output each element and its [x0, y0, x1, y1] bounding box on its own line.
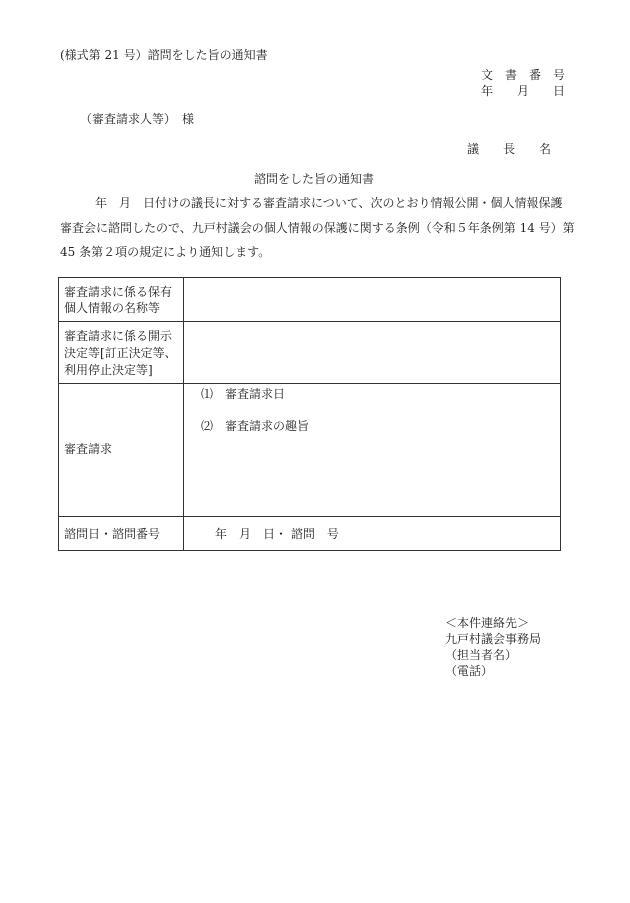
request-table: [58, 277, 561, 551]
form-number: (様式第 21 号）諮問をした旨の通知書: [60, 48, 268, 62]
contact-office: 九戸村議会事務局: [445, 632, 542, 646]
contact-phone: （電話）: [445, 664, 494, 678]
contact-person: （担当者名）: [445, 648, 518, 662]
contact-heading: ＜本件連絡先＞: [445, 616, 530, 630]
table-row: [59, 322, 561, 384]
request-value-cell: [184, 384, 561, 517]
saved-info-value-cell: [184, 278, 561, 322]
inquiry-value: 年 月 日・ 諮問 号: [215, 527, 339, 541]
table-row: [59, 517, 561, 551]
table-label: 諮問日・諮問番号: [64, 527, 161, 541]
table-label: 利用停止決定等]: [64, 363, 153, 377]
date-label: 年 月 日: [481, 84, 566, 98]
table-label: 審査請求: [64, 442, 113, 456]
saved-info-label-cell: [59, 278, 184, 322]
table-row: [59, 384, 561, 517]
request-date-item: ⑴ 審査請求日: [201, 387, 286, 401]
table-label: 審査請求に係る開示: [64, 329, 173, 343]
request-label-cell: [59, 384, 184, 517]
inquiry-label-cell: [59, 517, 184, 551]
addressee: （審査請求人等） 様: [80, 112, 195, 126]
table-label: 決定等[訂正決定等、: [64, 346, 177, 360]
disclosure-decision-value-cell: [184, 322, 561, 384]
table-label: 個人情報の名称等: [64, 301, 161, 315]
request-purpose-item: ⑵ 審査請求の趣旨: [201, 419, 310, 433]
table-row: [59, 278, 561, 322]
document-number-label: 文 書 番 号: [481, 68, 566, 82]
document-title: 諮問をした旨の通知書: [254, 172, 375, 186]
inquiry-value-cell: [184, 517, 561, 551]
body-line: 年 月 日付けの議長に対する審査請求について、次のとおり情報公開・個人情報保護: [95, 196, 563, 210]
body-line: 45 条第２項の規定により通知します。: [60, 245, 271, 259]
disclosure-decision-label-cell: [59, 322, 184, 384]
body-line: 審査会に諮問したので、九戸村議会の個人情報の保護に関する条例（令和５年条例第 14 号）第: [60, 221, 575, 235]
body-paragraph: [60, 196, 575, 267]
chair-name-label: 議 長 名: [467, 142, 552, 156]
table-label: 審査請求に係る保有: [64, 285, 173, 299]
